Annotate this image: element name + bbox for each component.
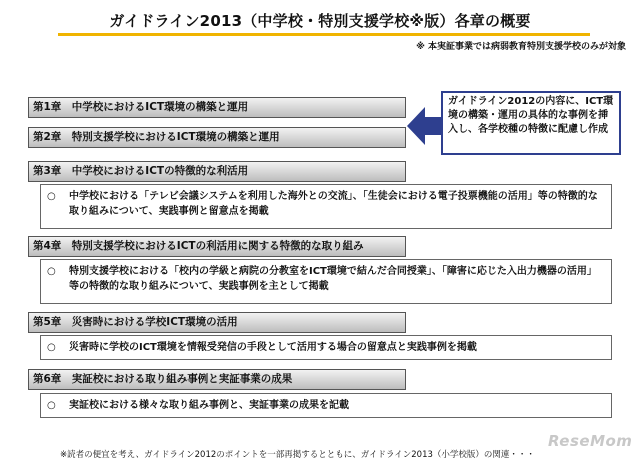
chapter-6-detail <box>40 393 612 418</box>
page-title: ガイドライン2013（中学校・特別支援学校※版）各章の概要 <box>109 12 531 30</box>
footnote: ※読者の便宜を考え、ガイドライン2012のポイントを一部再掲するとともに、ガイドライン2013（小学校版）の関連・・・ <box>60 450 535 460</box>
bullet-icon: ○ <box>47 400 56 411</box>
chapter-3-detail <box>40 184 612 229</box>
chapter-1-header: 第1章 中学校におけるICT環境の構築と運用 <box>28 97 406 118</box>
chapter-6-header: 第6章 実証校における取り組み事例と実証事業の成果 <box>28 369 406 390</box>
chapter-4-header: 第4章 特別支援学校におけるICTの利活用に関する特徴的な取り組み <box>28 236 406 257</box>
chapter-4-detail-text: 特別支援学校における「校内の学級と病院の分教室をICT環境で結んだ合同授業」、「障害に応じた入出力機器の活用」等の特徴的な取り組みについて、実践事例を主として掲載 <box>69 266 597 292</box>
title-underline <box>58 33 590 36</box>
chapter-3-header: 第3章 中学校におけるICTの特徴的な利活用 <box>28 161 406 182</box>
chapter-4-detail <box>40 259 612 304</box>
chapter-6-detail-text: 実証校における様々な取り組み事例と、実証事業の成果を記載 <box>69 400 349 411</box>
scope-note: ※ 本実証事業では病弱教育特別支援学校のみが対象 <box>416 42 626 52</box>
left-arrow-icon <box>407 106 443 146</box>
chapter-5-detail <box>40 335 612 360</box>
chapter-2-header: 第2章 特別支援学校におけるICT環境の構築と運用 <box>28 127 406 148</box>
resemom-watermark: ReseMom <box>548 432 633 450</box>
chapter-3-detail-text: 中学校における「テレビ会議システムを利用した海外との交流」、「生徒会における電子投票機能の活用」等の特徴的な取り組みについて、実践事例と留意点を掲載 <box>69 191 598 217</box>
guideline-callout: ガイドライン2012の内容に、ICT環境の構築・運用の具体的な事例を挿入し、各学校種の特徴に配慮し作成 <box>441 91 621 155</box>
bullet-icon: ○ <box>47 191 56 202</box>
bullet-icon: ○ <box>47 266 56 277</box>
chapter-5-detail-text: 災害時に学校のICT環境を情報受発信の手段として活用する場合の留意点と実践事例を掲載 <box>69 342 477 353</box>
bullet-icon: ○ <box>47 342 56 353</box>
chapter-5-header: 第5章 災害時における学校ICT環境の活用 <box>28 312 406 333</box>
